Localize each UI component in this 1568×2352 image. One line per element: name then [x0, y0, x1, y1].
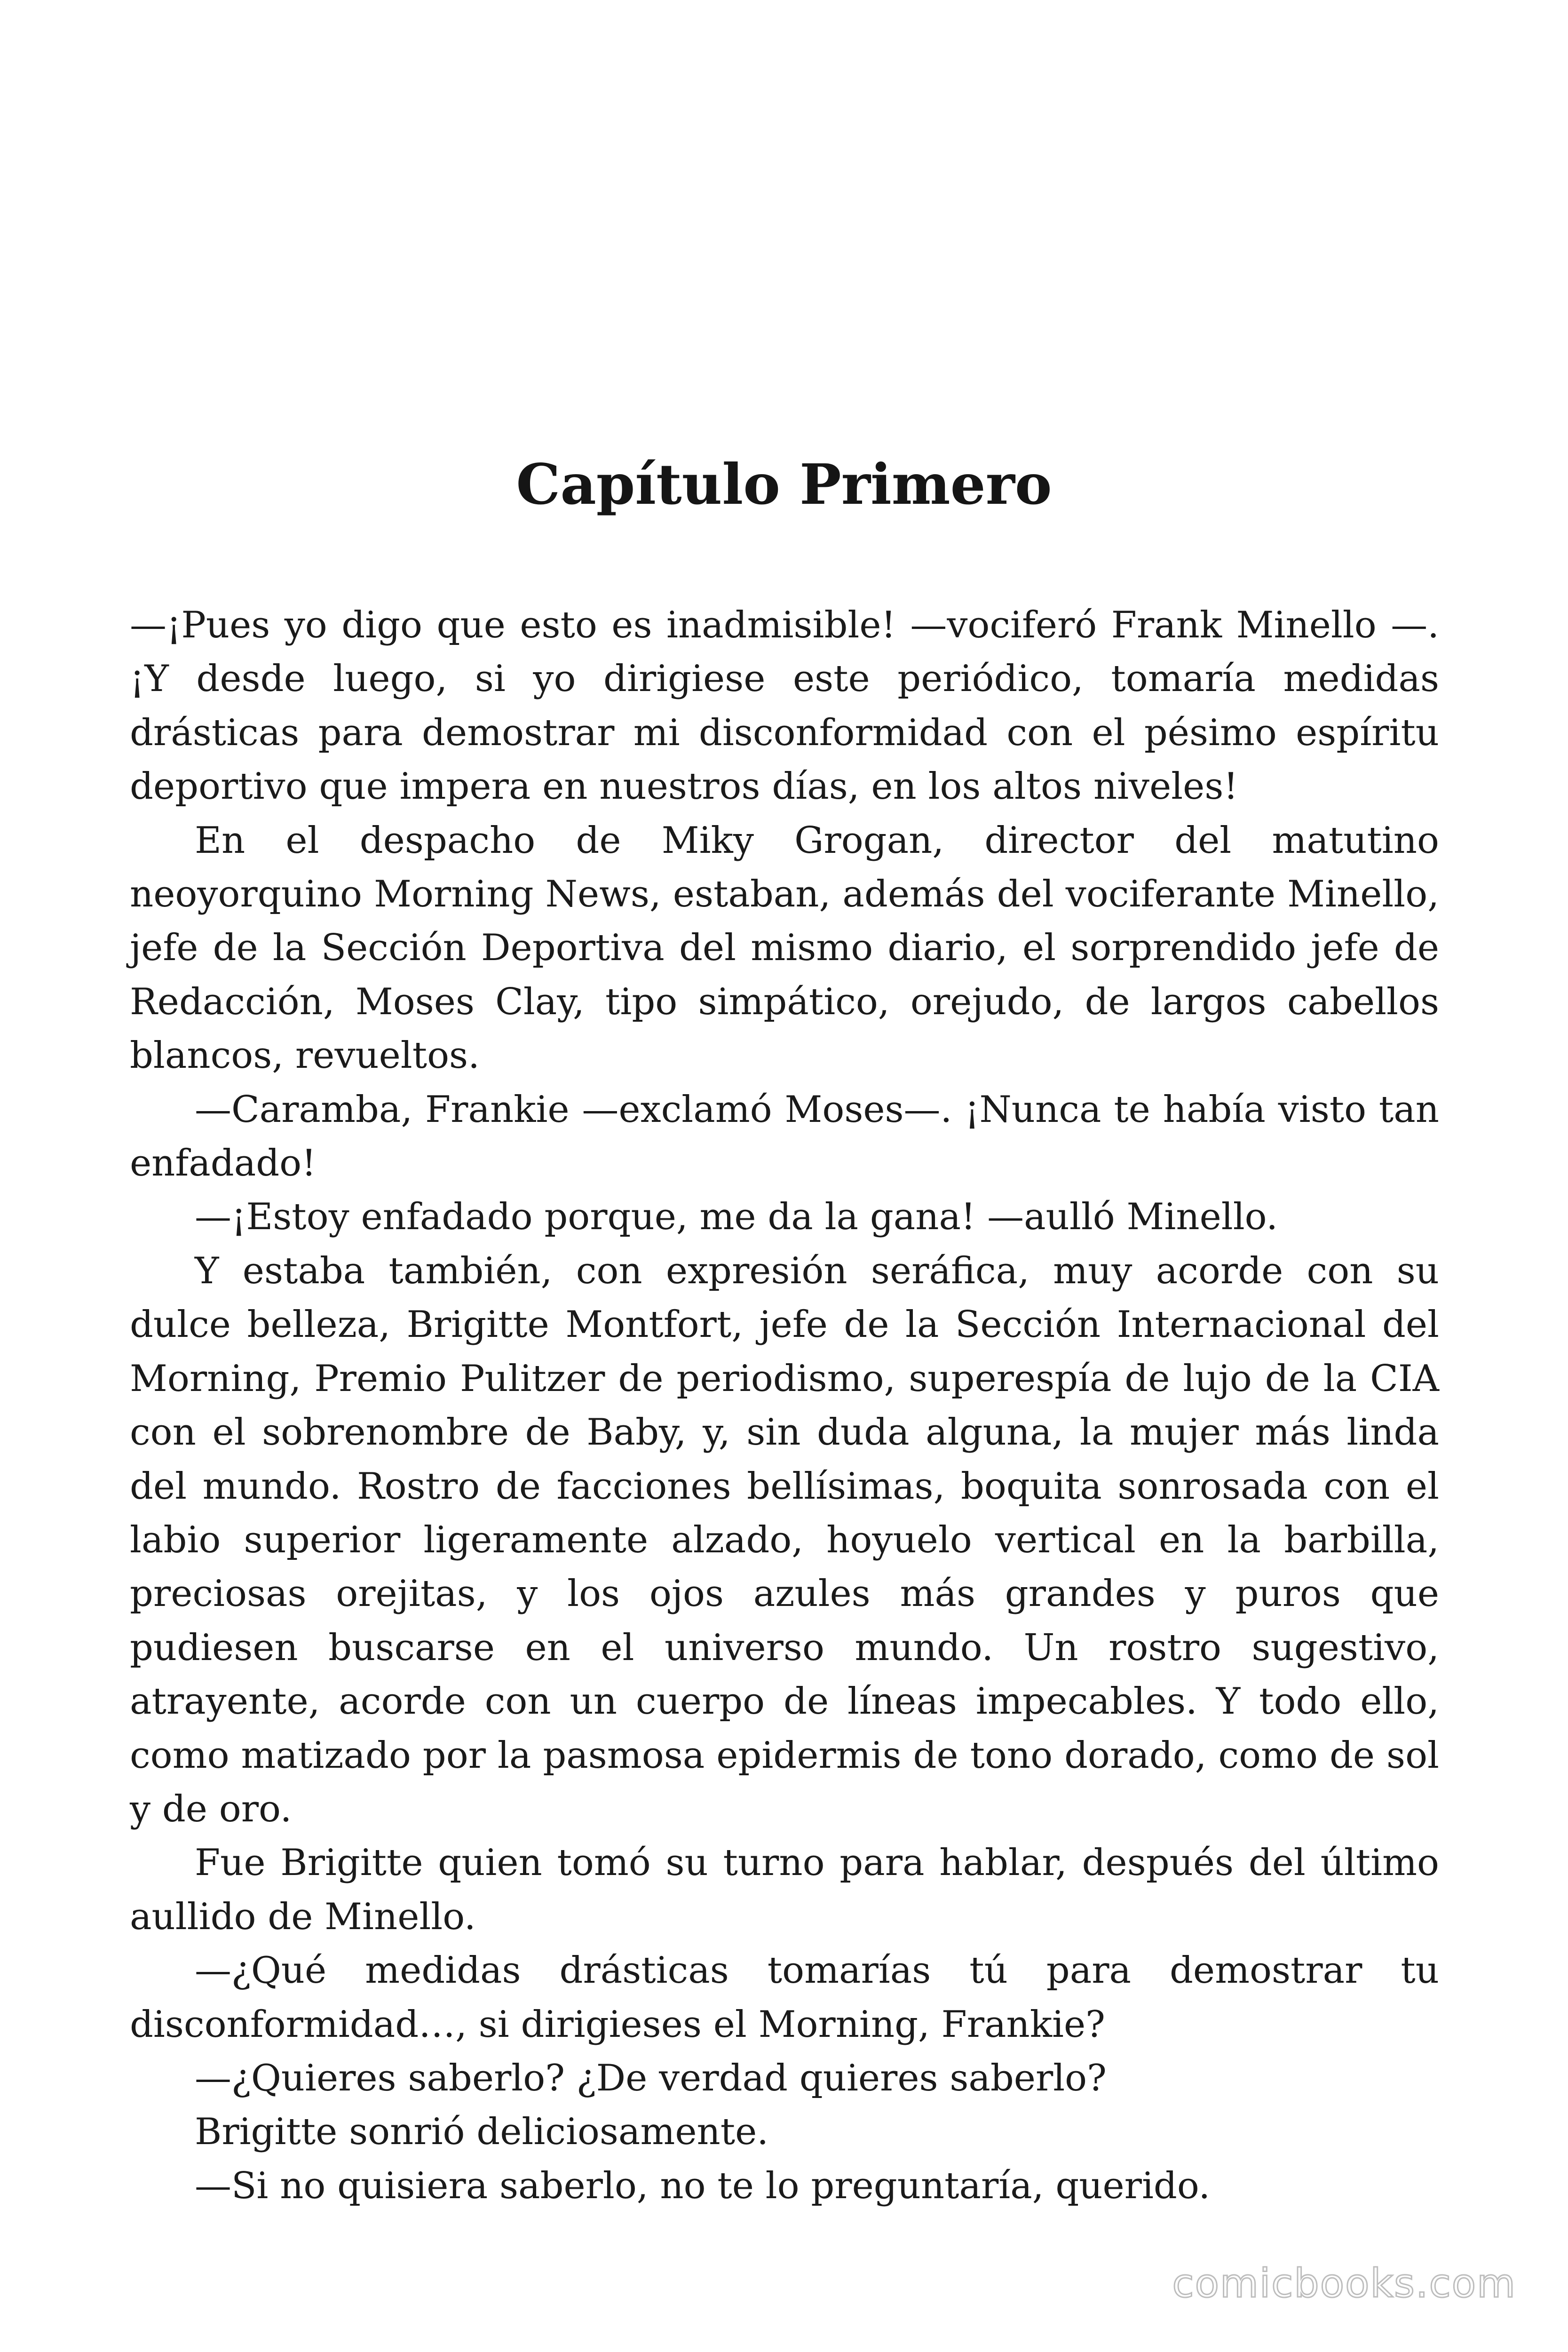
paragraph: En el despacho de Miky Grogan, director del matutino neoyorquino Morning News, estaban, además del vociferante Minello, jefe de la Sección Deportiva del mismo diario, el sorprendido jefe de Redacción, Moses Clay, tipo simpático, orejudo, de largos cabellos blancos, revueltos.	[130, 819, 1439, 1077]
paragraph: —¿Qué medidas drásticas tomarías tú para demostrar tu disconformidad…, si dirigieses el Morning, Frankie?	[130, 1949, 1439, 2046]
paragraph: —¿Quieres saberlo? ¿De verdad quieres saberlo?	[195, 2057, 1107, 2099]
paragraph: —Si no quisiera saberlo, no te lo preguntaría, querido.	[195, 2164, 1211, 2207]
paragraph: —¡Estoy enfadado porque, me da la gana! —aulló Minello.	[195, 1196, 1278, 1239]
chapter-title: Capítulo Primero	[516, 452, 1052, 517]
chapter-body	[130, 598, 1439, 2213]
paragraph: —¡Pues yo digo que esto es inadmisible! —vociferó Frank Minello —. ¡Y desde luego, si yo dirigiese este periódico, tomaría medidas drásticas para demostrar mi disconformidad con el pésimo espíritu deportivo que impera en nuestros días, en los altos niveles!	[130, 604, 1439, 808]
paragraph: Brigitte sonrió deliciosamente.	[195, 2111, 769, 2153]
paragraph: Y estaba también, con expresión seráfica, muy acorde con su dulce belleza, Brigitte Montfort, jefe de la Sección Internacional del Morning, Premio Pulitzer de periodismo, superespía de lujo de la CIA con el sobrenombre de Baby, y, sin duda alguna, la mujer más linda del mundo. Rostro de facciones bellísimas, boquita sonrosada con el labio superior ligeramente alzado, hoyuelo vertical en la barbilla, preciosas orejitas, y los ojos azules más grandes y puros que pudiesen buscarse en el universo mundo. Un rostro sugestivo, atrayente, acorde con un cuerpo de líneas impecables. Y todo ello, como matizado por la pasmosa epidermis de tono dorado, como de sol y de oro.	[130, 1249, 1439, 1830]
paragraph: Fue Brigitte quien tomó su turno para hablar, después del último aullido de Minello.	[130, 1842, 1439, 1938]
watermark: comicbooks.com	[1172, 2260, 1516, 2306]
paragraph: —Caramba, Frankie —exclamó Moses—. ¡Nunca te había visto tan enfadado!	[130, 1088, 1439, 1185]
